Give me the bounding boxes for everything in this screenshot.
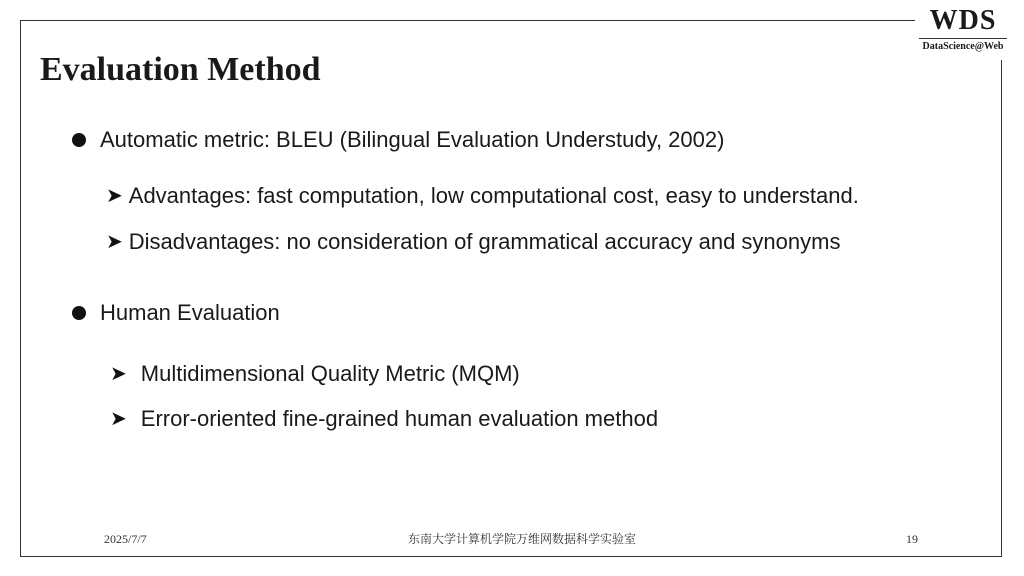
sub-bullet-error-oriented (110, 404, 658, 434)
sub-bullet-text: Error-oriented fine-grained human evaluation method (140, 406, 659, 431)
sub-bullet-text: Disadvantages: no consideration of grammatical accuracy and synonyms (128, 229, 841, 254)
bullet-text: Human Evaluation (100, 300, 280, 325)
sub-bullet-advantages (106, 181, 859, 211)
bullet-dot-icon (72, 306, 86, 320)
sub-bullet-disadvantages (106, 227, 840, 257)
bullet-dot-icon (72, 133, 86, 147)
arrow-bullet-icon: ➤ (110, 363, 127, 385)
bullet-automatic-metric (72, 125, 724, 155)
logo-divider (919, 38, 1007, 39)
sub-bullet-text: Advantages: fast computation, low computational cost, easy to understand. (128, 183, 859, 208)
footer-date: 2025/7/7 (104, 532, 147, 546)
wds-logo (915, 6, 1011, 60)
logo-sub-text: DataScience@Web (922, 41, 1004, 52)
bullet-text: Automatic metric: BLEU (Bilingual Evaluation Understudy, 2002) (100, 127, 725, 152)
sub-bullet-mqm (110, 359, 520, 389)
sub-bullet-text: Multidimensional Quality Metric (MQM) (140, 361, 520, 386)
arrow-bullet-icon: ➤ (110, 408, 127, 430)
slide-frame (20, 20, 1002, 557)
logo-main-text: WDS (929, 5, 997, 36)
arrow-bullet-icon: ➤ (106, 231, 123, 253)
slide-title: Evaluation Method (40, 51, 321, 88)
footer-organization: 东南大学计算机学院万维网数据科学实验室 (408, 532, 637, 546)
bullet-human-evaluation (72, 298, 280, 328)
arrow-bullet-icon: ➤ (106, 185, 123, 207)
footer-page-number: 19 (906, 532, 918, 546)
